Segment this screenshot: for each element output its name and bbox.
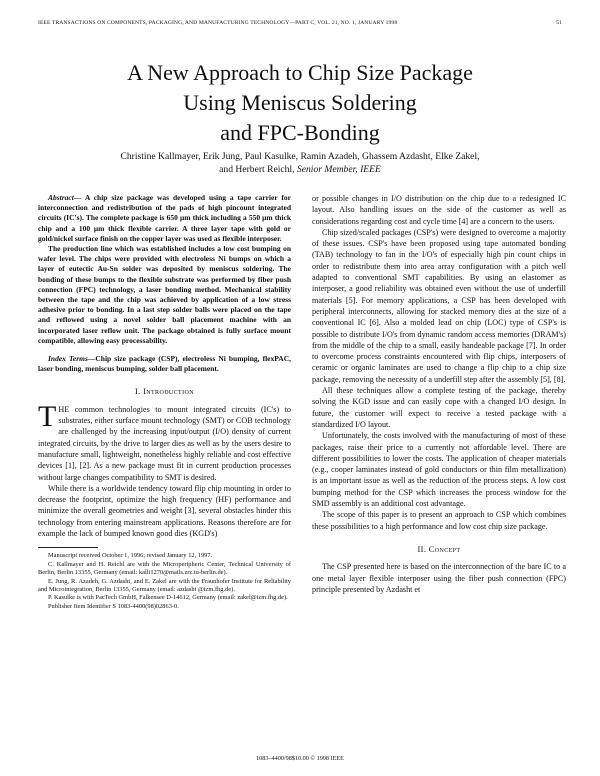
paper-title: [60, 58, 540, 148]
drop-cap: T: [38, 399, 57, 433]
section-heading-introduction: I. Introduction: [134, 387, 194, 397]
right-paragraph-4: Unfortunately, the costs involved with the manufacturing of most of these packages, raise their price to a currently not affordable level. There are different possibilities to lower the costs. The application of cheaper materials (e.g., cooper laminates instead of gold conductors or thin film metallization) is an important issue as well as the reduction of the process steps. A low cost bumping method for the CSP which increases the process window for the SMD assembly is an additional cost advantage.: [312, 431, 566, 509]
right-paragraph-1: or possible changes in I/O distribution on the chip due to a redesigned IC layout. Also handling issues on the side of the customer as well as considerations regarding cost and cycle time [4] are a concern to the users.: [312, 194, 566, 226]
intro-paragraph-1: [38, 399, 291, 483]
footnote-jung: E. Jung, R. Azadeh, G. Azdasht, and E. Zakel are with the Fraunhofer Institute for Reliability and Microintegration, Berlin 13355, Germany (email: azdasht @izm.fhg.de).: [38, 577, 291, 593]
journal-header: IEEE TRANSACTIONS ON COMPONENTS, PACKAGING, AND MANUFACTURING TECHNOLOGY—PART C, VOL. 21, NO. 1, JANUARY 1998: [38, 20, 398, 26]
page-number: 51: [556, 20, 562, 26]
author-role: Senior Member, IEEE: [296, 164, 381, 175]
abstract: [38, 193, 291, 346]
right-paragraph-2: Chip sized/scaled packages (CSP's) were designed to overcome a majority of these issues. CSP's have been proposed using tape automated bonding (TAB) technology to fan in the I/O's of especially high pin count chips in order to redistribute them into area array configuration with a pitch well adapted to conventional SMT capabilities. By using an elastomer as interposer, a good reliability was obtained even without the use of underfill materials [5]. For memory applications, a CSP has been developed with peripheral interconnects, allowing for stacked memory dies at the size of a conventional IC [6]. Also a molded lead on chip (LOC) type of CSP's is possible to distribute I/O's from dynamic random access memories (DRAM's) from the middle of the chip to a small, easily handeable package [7]. In order to overcome process constraints encountered with flip chips, interposers of ceramic or organic laminates are used to change a flip chip to a chip size package, removing the necessity of a underfill step after the assembly [5], [8].: [312, 227, 566, 384]
intro-paragraph-1-text: HE common technologies to mount integrated circuits (IC's) to substrates, either surface mount technology (SMT) or COB technology are challenged by the increasing input/output (I/O) density of current integrated circuits, by the drive to larger dies as well as by the users desire to manufacture small, lightweight, nonetheless highly reliable and cost effective devices [1], [2]. As a new package must fit in current production processes without large changes compatibility to SMT is desired.: [38, 404, 291, 482]
right-paragraph-5: The scope of this paper is to present an approach to CSP which combines these possibilities to a high performance and low cost chip size package.: [312, 510, 566, 531]
footnote-received: Manuscript received October 1, 1996; revised January 12, 1997.: [48, 552, 213, 560]
right-column: [312, 193, 566, 595]
footnote-kallmayer: C. Kallmayer and H. Reichl are with the Microperipheric Center, Technical University of Berlin, Berlin 13355, Germany (email: kalli1270@mails.zrz.tu-berlin.de).: [38, 560, 291, 577]
index-terms-text: Chip size package (CSP), electroless Ni bumping, flexPAC, laser bonding, meniscus bumping, solder ball placement.: [38, 354, 291, 374]
index-terms-label: Index Terms—: [48, 354, 96, 364]
abstract-text-1: A chip size package was developed using a tape carrier for interconnection and redistribution of the pads of high pincount integrated circuits (IC's). The complete package is 650 μm thick including a 550 μm thick chip and a 100 μm thick flexible carrier. A three layer tape with gold or gold/nickel surface finish on the copper layer was used as flexible interposer.: [38, 193, 291, 243]
footnote-divider: [38, 547, 98, 548]
section-heading-concept: II. Concept: [417, 544, 461, 554]
intro-paragraph-2: While there is a worldwide tendency toward flip chip mounting in order to decrease the footprint, optimize the high frequency (HF) performance and minimize the overall geometries and weight [3], several obstacles hinder this technology from entering mainstream applications. Reasons therefore are for example the lack of bumped known good dies (KGD's): [38, 483, 291, 539]
author-list: [70, 150, 530, 176]
last-author-name: and Herbert Reichl,: [219, 164, 295, 175]
abstract-label: Abstract—: [48, 193, 82, 202]
abstract-paragraph-2: The production line which was established includes a low cost bumping on wafer level. The chips were provided with electroless Ni bumps on which a layer of eutectic Au-Sn solder was deposited by meniscus soldering. The bonding of these bumps to the flexible substrate was performed by fiber push connection (FPC) technology, a laser bonding method. Mechanical stability between the tape and the chip was achieved by application of a low stress adhesive prior to bonding. In a last step solder balls were placed on the tape and reflowed using a novel solder ball placement machine with an incorporated laser reflow unit. The package obtained is fully surface mount compatible, allowing easy processability.: [38, 244, 291, 345]
right-paragraph-3: All these techniques allow a complete testing of the package, thereby solving the KGD issue and can easily cope with a changed I/O design. In future, the customer will expect to receive a tested package with a standardized I/O layout.: [312, 386, 566, 429]
title-line-2: Using Meniscus Soldering: [183, 90, 417, 115]
left-column: [38, 193, 291, 611]
authors-line-1: Christine Kallmayer, Erik Jung, Paul Kasulke, Ramin Azadeh, Ghassem Azdasht, Elke Zakel,: [120, 151, 480, 162]
abstract-paragraph-1: [38, 193, 291, 244]
title-line-3: and FPC-Bonding: [220, 120, 380, 145]
title-line-1: A New Approach to Chip Size Package: [127, 60, 473, 85]
copyright-footer: 1083–4400/98$10.00 © 1998 IEEE: [256, 755, 344, 762]
right-paragraph-6: The CSP presented here is based on the interconnection of the bare IC to a one metal layer flexible interposer using the fiber push connection (FPC) principle presented by Azdasht et: [312, 562, 566, 594]
authors-line-2: [70, 163, 530, 176]
footnote-publisher-id: Publisher Item Identifier S 1083-4400(98)02863-0.: [48, 602, 179, 610]
footnotes: [38, 552, 291, 611]
footnote-kasulke: P. Kasulke is with PacTech GmbH, Falkensee D-14612, Germany (email: zakel@izm.fhg.de).: [48, 594, 288, 602]
index-terms: [38, 354, 291, 374]
